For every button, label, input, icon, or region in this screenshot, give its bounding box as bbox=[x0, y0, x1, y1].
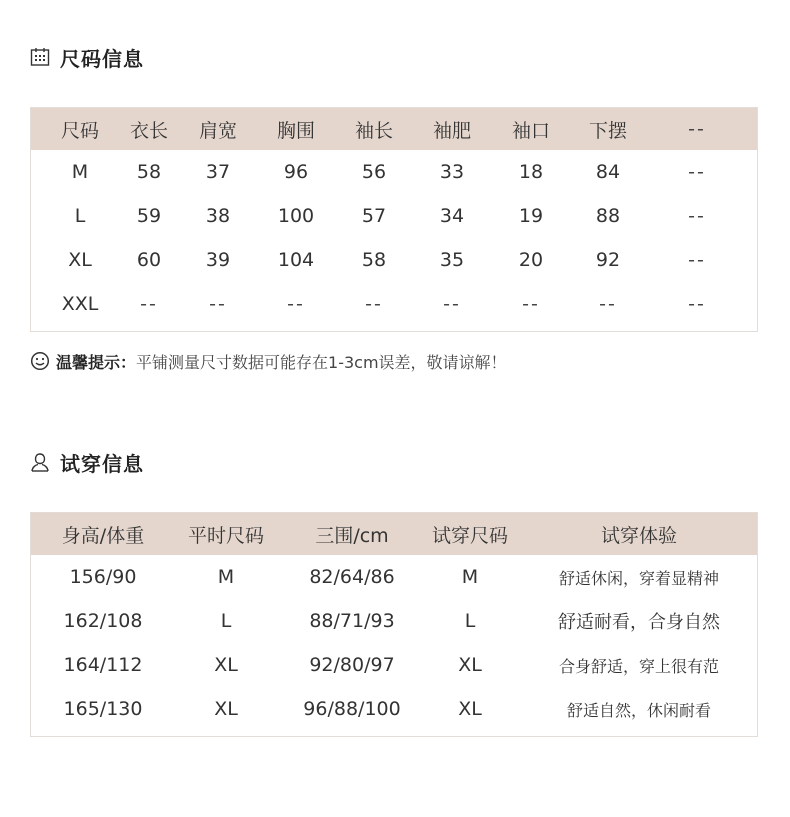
table-cell: -- bbox=[140, 293, 158, 315]
table-row bbox=[31, 555, 757, 599]
table-cell: 舒适自然，休闲耐看 bbox=[566, 700, 712, 720]
size-table-header bbox=[31, 108, 757, 150]
smiley-icon bbox=[30, 351, 50, 371]
table-cell: 104 bbox=[277, 249, 315, 271]
table-cell: 96 bbox=[283, 161, 309, 183]
table-cell: M bbox=[217, 566, 235, 588]
header-cell: 衣长 bbox=[129, 119, 169, 142]
header-cell: 下摆 bbox=[588, 119, 628, 142]
table-cell: -- bbox=[365, 293, 383, 315]
table-cell: XL bbox=[68, 249, 92, 271]
table-cell: 84 bbox=[595, 161, 621, 183]
table-cell: -- bbox=[443, 293, 461, 315]
table-cell: XL bbox=[458, 698, 482, 720]
header-cell: 袖长 bbox=[354, 119, 394, 142]
table-cell: XL bbox=[458, 654, 482, 676]
size-info-heading bbox=[30, 43, 144, 71]
header-cell: 尺码 bbox=[60, 119, 100, 142]
table-row bbox=[31, 687, 757, 731]
size-table-body bbox=[31, 150, 757, 326]
table-cell: 舒适休闲，穿着显精神 bbox=[558, 568, 720, 588]
tip-label: 温馨提示： bbox=[56, 352, 137, 372]
table-cell: 100 bbox=[277, 205, 315, 227]
tip-text: 平铺测量尺寸数据可能存在1-3cm误差，敬请谅解！ bbox=[136, 352, 507, 372]
table-cell: 34 bbox=[439, 205, 465, 227]
header-cell: 胸围 bbox=[276, 119, 316, 142]
header-cell: 袖肥 bbox=[432, 119, 472, 142]
fit-info-title: 试穿信息 bbox=[60, 451, 144, 476]
table-cell: 19 bbox=[518, 205, 544, 227]
size-table bbox=[30, 107, 758, 332]
table-cell: L bbox=[464, 610, 476, 632]
table-cell: 57 bbox=[361, 205, 387, 227]
header-cell: 试穿尺码 bbox=[431, 524, 509, 547]
header-cell: -- bbox=[688, 118, 706, 140]
table-cell: 164/112 bbox=[63, 654, 143, 676]
table-cell: 58 bbox=[136, 161, 162, 183]
table-cell: 92 bbox=[595, 249, 621, 271]
table-cell: 35 bbox=[439, 249, 465, 271]
table-cell: 39 bbox=[205, 249, 231, 271]
table-cell: 18 bbox=[518, 161, 544, 183]
fit-table bbox=[30, 512, 758, 737]
table-row bbox=[31, 599, 757, 643]
table-row bbox=[31, 238, 757, 282]
table-cell: -- bbox=[522, 293, 540, 315]
table-cell: 合身舒适，穿上很有范 bbox=[558, 656, 720, 676]
table-cell: M bbox=[461, 566, 479, 588]
table-cell: -- bbox=[688, 293, 706, 315]
table-cell: 96/88/100 bbox=[303, 698, 401, 720]
header-cell: 试穿体验 bbox=[600, 524, 678, 547]
table-row bbox=[31, 150, 757, 194]
measurement-tip bbox=[30, 350, 507, 372]
fit-info-heading bbox=[30, 448, 144, 476]
table-cell: 60 bbox=[136, 249, 162, 271]
table-cell: -- bbox=[688, 205, 706, 227]
table-cell: XXL bbox=[61, 293, 99, 315]
table-cell: 88 bbox=[595, 205, 621, 227]
table-cell: 38 bbox=[205, 205, 231, 227]
header-cell: 三围/cm bbox=[315, 524, 389, 547]
table-cell: 92/80/97 bbox=[309, 654, 395, 676]
table-cell: 58 bbox=[361, 249, 387, 271]
table-cell: 舒适耐看，合身自然 bbox=[558, 612, 720, 633]
table-cell: -- bbox=[287, 293, 305, 315]
table-cell: 156/90 bbox=[69, 566, 137, 588]
table-cell: 33 bbox=[439, 161, 465, 183]
header-cell: 袖口 bbox=[511, 119, 551, 142]
table-cell: 162/108 bbox=[63, 610, 143, 632]
header-cell: 平时尺码 bbox=[187, 524, 265, 547]
table-cell: M bbox=[71, 161, 89, 183]
table-cell: -- bbox=[688, 161, 706, 183]
table-cell: 56 bbox=[361, 161, 387, 183]
table-cell: XL bbox=[214, 654, 238, 676]
header-cell: 肩宽 bbox=[198, 119, 238, 142]
table-cell: 82/64/86 bbox=[309, 566, 395, 588]
calendar-icon bbox=[30, 47, 50, 67]
table-cell: 59 bbox=[136, 205, 162, 227]
table-row bbox=[31, 282, 757, 326]
size-info-title: 尺码信息 bbox=[60, 46, 144, 71]
table-cell: 165/130 bbox=[63, 698, 143, 720]
table-cell: L bbox=[220, 610, 232, 632]
table-cell: -- bbox=[599, 293, 617, 315]
table-row bbox=[31, 194, 757, 238]
person-icon bbox=[30, 452, 50, 472]
table-cell: L bbox=[74, 205, 86, 227]
table-cell: -- bbox=[209, 293, 227, 315]
table-cell: 20 bbox=[518, 249, 544, 271]
table-cell: 88/71/93 bbox=[309, 610, 395, 632]
table-cell: -- bbox=[688, 249, 706, 271]
table-cell: 37 bbox=[205, 161, 231, 183]
table-row bbox=[31, 643, 757, 687]
fit-table-body bbox=[31, 555, 757, 731]
fit-table-header bbox=[31, 513, 757, 555]
table-cell: XL bbox=[214, 698, 238, 720]
header-cell: 身高/体重 bbox=[61, 524, 145, 547]
